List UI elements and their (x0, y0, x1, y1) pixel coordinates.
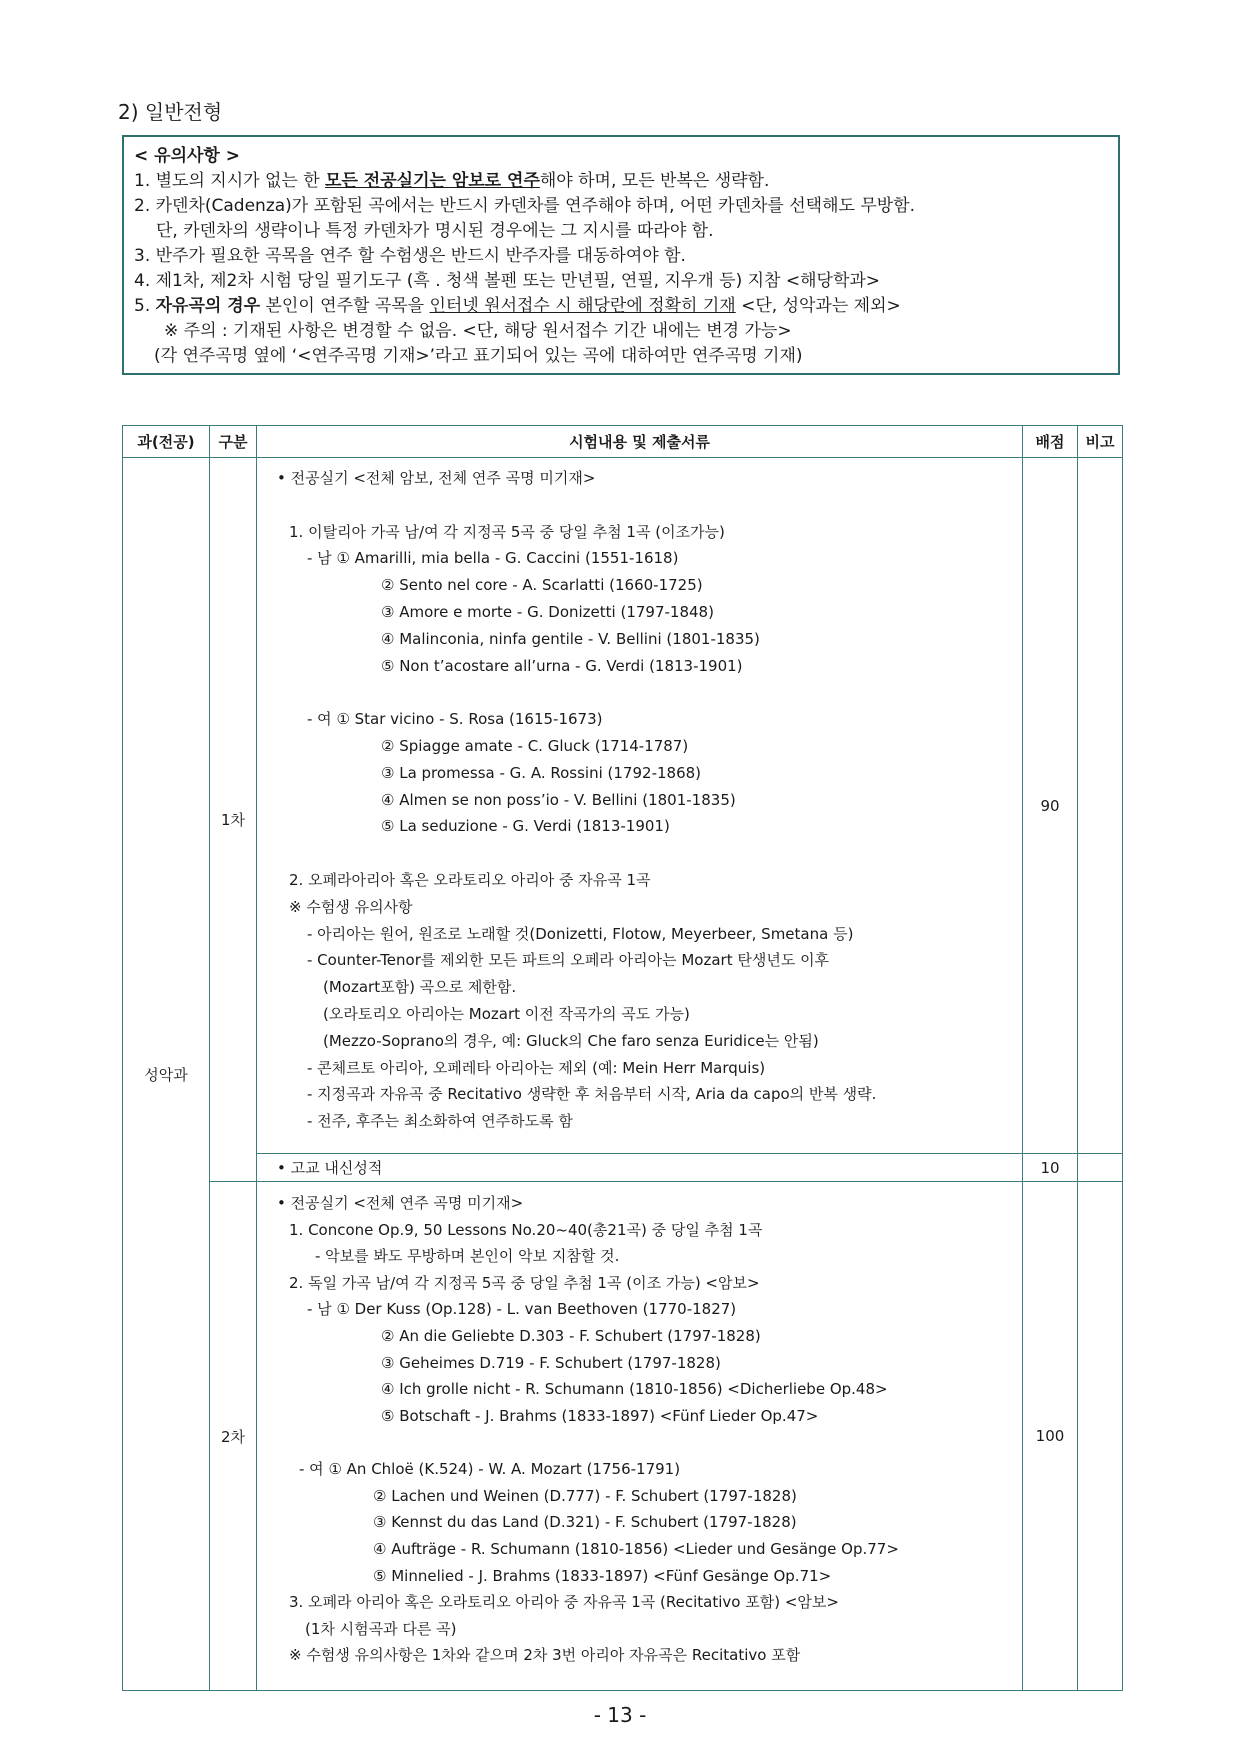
notice-item-3: 3. 반주가 필요한 곡목을 연주 할 수험생은 반드시 반주자를 대동하여야 함. (134, 246, 686, 266)
table-header-row (123, 426, 1123, 458)
round1-line: ③ Amore e morte - G. Donizetti (1797-1848) (381, 602, 714, 621)
round1-line: - 콘체르토 아리아, 오페레타 아리아는 제외 (예: Mein Herr Marquis) (307, 1058, 766, 1077)
round1-line: ※ 수험생 유의사항 (289, 897, 413, 916)
round2-line: (1차 시험곡과 다른 곡) (305, 1619, 457, 1638)
round2-line: • 전공실기 <전체 연주 곡명 미기재> (277, 1194, 524, 1212)
round2-line: ※ 수험생 유의사항은 1차와 같으며 2차 3번 아리아 자유곡은 Recitativo 포함 (289, 1646, 801, 1665)
round1-line: (오라토리오 아리아는 Mozart 이전 작곡가의 곡도 가능) (323, 1004, 690, 1023)
round2-remarks (1078, 1182, 1123, 1691)
round2-label: 2차 (210, 1182, 257, 1691)
round2-line: - 남 ① Der Kuss (Op.128) - L. van Beethoven (1770-1827) (307, 1300, 737, 1319)
round1-line: - 남 ① Amarilli, mia bella - G. Caccini (1551-1618) (307, 549, 679, 568)
round1-line: (Mezzo-Soprano의 경우, 예: Gluck의 Che faro senza Euridice는 안됨) (323, 1031, 819, 1050)
round1-line: ⑤ Non t’acostare all’urna - G. Verdi (1813-1901) (381, 656, 743, 675)
department-cell: 성악과 (123, 458, 210, 1691)
round1-content (257, 458, 1023, 1154)
round2-line: - 여 ① An Chloë (K.524) - W. A. Mozart (1756-1791) (299, 1460, 681, 1479)
section-title: 2) 일반전형 (118, 100, 223, 124)
round2-line: ④ Aufträge - R. Schumann (1810-1856) <Lieder und Gesänge Op.77> (373, 1539, 899, 1558)
notice-item-2-cont: 단, 카덴차의 생략이나 특정 카덴차가 명시된 경우에는 그 지시를 따라야 함. (156, 221, 714, 241)
round1-remarks (1078, 458, 1123, 1154)
round1-line: - Counter-Tenor를 제외한 모든 파트의 오페라 아리아는 Mozart 탄생년도 이후 (307, 951, 830, 970)
gpa-label: • 고교 내신성적 (257, 1154, 1023, 1182)
round2-line: - 악보를 봐도 무방하며 본인이 악보 지참할 것. (315, 1247, 620, 1266)
notice-item-2: 2. 카덴차(Cadenza)가 포함된 곡에서는 반드시 카덴차를 연주해야 하며, 어떤 카덴차를 선택해도 무방함. (134, 196, 915, 216)
header-score: 배점 (1023, 426, 1078, 458)
round1-line: (Mozart포함) 곡으로 제한함. (323, 978, 517, 997)
round2-line: 2. 독일 가곡 남/여 각 지정곡 5곡 중 당일 추첨 1곡 (이조 가능) <암보> (289, 1273, 760, 1292)
header-department: 과(전공) (123, 426, 210, 458)
round1-line: • 전공실기 <전체 암보, 전체 연주 곡명 미기재> (277, 469, 596, 487)
round2-line: 3. 오페라 아리아 혹은 오라토리오 아리아 중 자유곡 1곡 (Recitativo 포함) <암보> (289, 1593, 839, 1612)
notice-note-1: ※ 주의 : 기재된 사항은 변경할 수 없음. <단, 해당 원서접수 기간 내에는 변경 가능> (164, 321, 792, 341)
notice-item-5-bold: 자유곡의 경우 (155, 296, 261, 316)
round1-line: ③ La promessa - G. A. Rossini (1792-1868) (381, 763, 702, 782)
gpa-row (123, 1154, 1123, 1182)
round1-line: - 아리아는 원어, 원조로 노래할 것(Donizetti, Flotow, Meyerbeer, Smetana 등) (307, 924, 854, 943)
round1-line: ④ Malinconia, ninfa gentile - V. Bellini (1801-1835) (381, 629, 760, 648)
round1-line: 2. 오페라아리아 혹은 오라토리오 아리아 중 자유곡 1곡 (289, 870, 651, 889)
notice-note-2: (각 연주곡명 옆에 ‘<연주곡명 기재>’라고 표기되어 있는 곡에 대하여만 연주곡명 기재) (154, 346, 803, 366)
round1-row (123, 458, 1123, 1154)
round2-line: ② Lachen und Weinen (D.777) - F. Schubert (1797-1828) (373, 1486, 797, 1505)
gpa-remarks (1078, 1154, 1123, 1182)
round2-line: ③ Kennst du das Land (D.321) - F. Schubert (1797-1828) (373, 1513, 797, 1532)
round2-line: ⑤ Botschaft - J. Brahms (1833-1897) <Fünf Lieder Op.47> (381, 1406, 819, 1425)
round1-line: 1. 이탈리아 가곡 남/여 각 지정곡 5곡 중 당일 추첨 1곡 (이조가능) (289, 522, 725, 541)
round2-line: ④ Ich grolle nicht - R. Schumann (1810-1856) <Dicherliebe Op.48> (381, 1380, 888, 1399)
round2-line: ② An die Geliebte D.303 - F. Schubert (1797-1828) (381, 1326, 761, 1345)
notice-item-5-underline: 인터넷 원서접수 시 해당란에 정확히 기재 (429, 296, 736, 316)
round1-line: - 지정곡과 자유곡 중 Recitativo 생략한 후 처음부터 시작, Aria da capo의 반복 생략. (307, 1085, 877, 1104)
round1-line: ② Spiagge amate - C. Gluck (1714-1787) (381, 736, 689, 755)
round2-row (123, 1182, 1123, 1691)
exam-table (122, 425, 1123, 1691)
notice-heading: < 유의사항 > (134, 146, 241, 166)
round2-score: 100 (1023, 1182, 1078, 1691)
round1-line: ② Sento nel core - A. Scarlatti (1660-1725) (381, 576, 703, 595)
round1-line: ④ Almen se non poss’io - V. Bellini (1801-1835) (381, 790, 736, 809)
round2-line: ③ Geheimes D.719 - F. Schubert (1797-1828) (381, 1353, 721, 1372)
round1-line: - 여 ① Star vicino - S. Rosa (1615-1673) (307, 710, 603, 729)
gpa-score: 10 (1023, 1154, 1078, 1182)
header-content: 시험내용 및 제출서류 (257, 426, 1023, 458)
round2-line: 1. Concone Op.9, 50 Lessons No.20~40(총21곡) 중 당일 추첨 1곡 (289, 1220, 763, 1239)
round1-score: 90 (1023, 458, 1078, 1154)
notice-item-1-emphasis: 모든 전공실기는 암보로 연주 (325, 171, 540, 191)
page-number: - 13 - (593, 1703, 647, 1727)
notice-item-1: 1. 별도의 지시가 없는 한 모든 전공실기는 암보로 연주해야 하며, 모든 반복은 생략함. (134, 171, 770, 191)
round2-line: ⑤ Minnelied - J. Brahms (1833-1897) <Fünf Gesänge Op.71> (373, 1566, 832, 1585)
notice-item-4: 4. 제1차, 제2차 시험 당일 필기도구 (흑 . 청색 볼펜 또는 만년필, 연필, 지우개 등) 지참 <해당학과> (134, 271, 881, 291)
round1-line: ⑤ La seduzione - G. Verdi (1813-1901) (381, 817, 670, 836)
header-round: 구분 (210, 426, 257, 458)
round2-content (257, 1182, 1023, 1691)
notice-box (122, 135, 1120, 375)
round1-label: 1차 (210, 458, 257, 1182)
header-remarks: 비고 (1078, 426, 1123, 458)
round1-line: - 전주, 후주는 최소화하여 연주하도록 함 (307, 1112, 573, 1131)
notice-item-5: 5. 자유곡의 경우 본인이 연주할 곡목을 인터넷 원서접수 시 해당란에 정확히 기재 <단, 성악과는 제외> (134, 296, 901, 316)
